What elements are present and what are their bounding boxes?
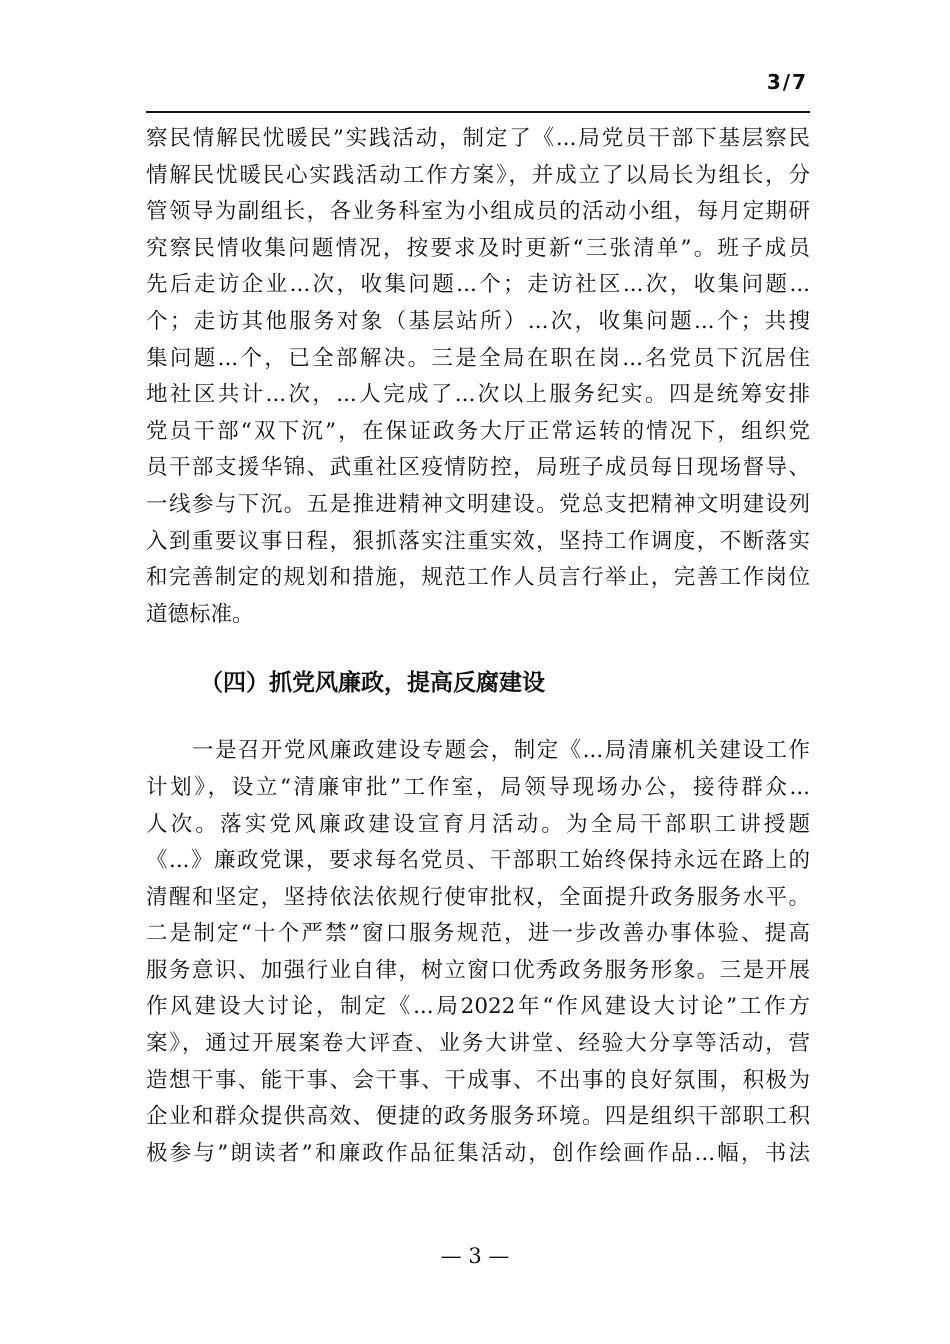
text-line: 员干部支援华锦、武重社区疫情防控，局班子成员每日现场督导、 (146, 455, 810, 481)
text-line: 情解民忧暖民心实践活动工作方案》，并成立了以局长为组长，分 (146, 162, 810, 188)
page-indicator: 3/7 (766, 70, 808, 94)
text-line: 一是召开党风廉政建设专题会，制定《...局清廉机关建设工作 (146, 738, 810, 764)
text-line: 作风建设大讨论，制定《...局2022年“作风建设大讨论”工作方 (146, 994, 810, 1020)
text-line: 二是制定“十个严禁”窗口服务规范，进一步改善办事体验、提高 (146, 921, 810, 947)
text-line: 地社区共计...次，...人完成了...次以上服务纪实。四是统筹安排 (146, 382, 810, 408)
page-number: — 3 — (440, 1244, 510, 1268)
section-heading: （四）抓党风廉政，提高反腐建设 (200, 670, 545, 697)
text-line: 究察民情收集问题情况，按要求及时更新“三张清单”。班子成员 (146, 235, 810, 261)
header-divider (146, 111, 810, 113)
text-line: 人次。落实党风廉政建设宣育月活动。为全局干部职工讲授题 (146, 811, 810, 837)
text-line: 先后走访企业...次，收集问题...个；走访社区...次，收集问题... (146, 272, 810, 298)
paragraph-practice-activities (146, 121, 810, 633)
text-line: 和完善制定的规划和措施，规范工作人员言行举止，完善工作岗位 (146, 565, 810, 591)
text-line: 管领导为副组长，各业务科室为小组成员的活动小组，每月定期研 (146, 199, 810, 225)
text-line: 入到重要议事日程，狠抓落实注重实效，坚持工作调度，不断落实 (146, 528, 810, 554)
text-line: 计划》，设立“清廉审批”工作室，局领导现场办公，接待群众... (146, 774, 810, 800)
text-line: 党员干部“双下沉”，在保证政务大厅正常运转的情况下，组织党 (146, 418, 810, 444)
text-line: 极参与”朗读者”和廉政作品征集活动，创作绘画作品...幅，书法 (146, 1140, 810, 1166)
text-line: 一线参与下沉。五是推进精神文明建设。党总支把精神文明建设列 (146, 491, 810, 517)
text-line: 察民情解民忧暖民”实践活动，制定了《...局党员干部下基层察民 (146, 126, 810, 151)
text-line: 个；走访其他服务对象（基层站所）...次，收集问题...个；共搜 (146, 308, 810, 334)
text-line: 《...》廉政党课，要求每名党员、干部职工始终保持永远在路上的 (146, 848, 810, 874)
text-line: 企业和群众提供高效、便捷的政务服务环境。四是组织干部职工积 (146, 1104, 810, 1130)
text-line: 服务意识、加强行业自律，树立窗口优秀政务服务形象。三是开展 (146, 957, 810, 983)
document-body (146, 121, 810, 1172)
paragraph-anti-corruption (146, 733, 810, 1172)
text-line: 道德标准。 (146, 601, 254, 627)
text-line: 案》，通过开展案卷大评查、业务大讲堂、经验大分享等活动，营 (146, 1031, 810, 1057)
text-line: 集问题...个，已全部解决。三是全局在职在岗...名党员下沉居住 (146, 345, 810, 371)
text-line: 清醒和坚定，坚持依法依规行使审批权，全面提升政务服务水平。 (146, 884, 810, 910)
text-line: 造想干事、能干事、会干事、干成事、不出事的良好氛围，积极为 (146, 1067, 810, 1093)
